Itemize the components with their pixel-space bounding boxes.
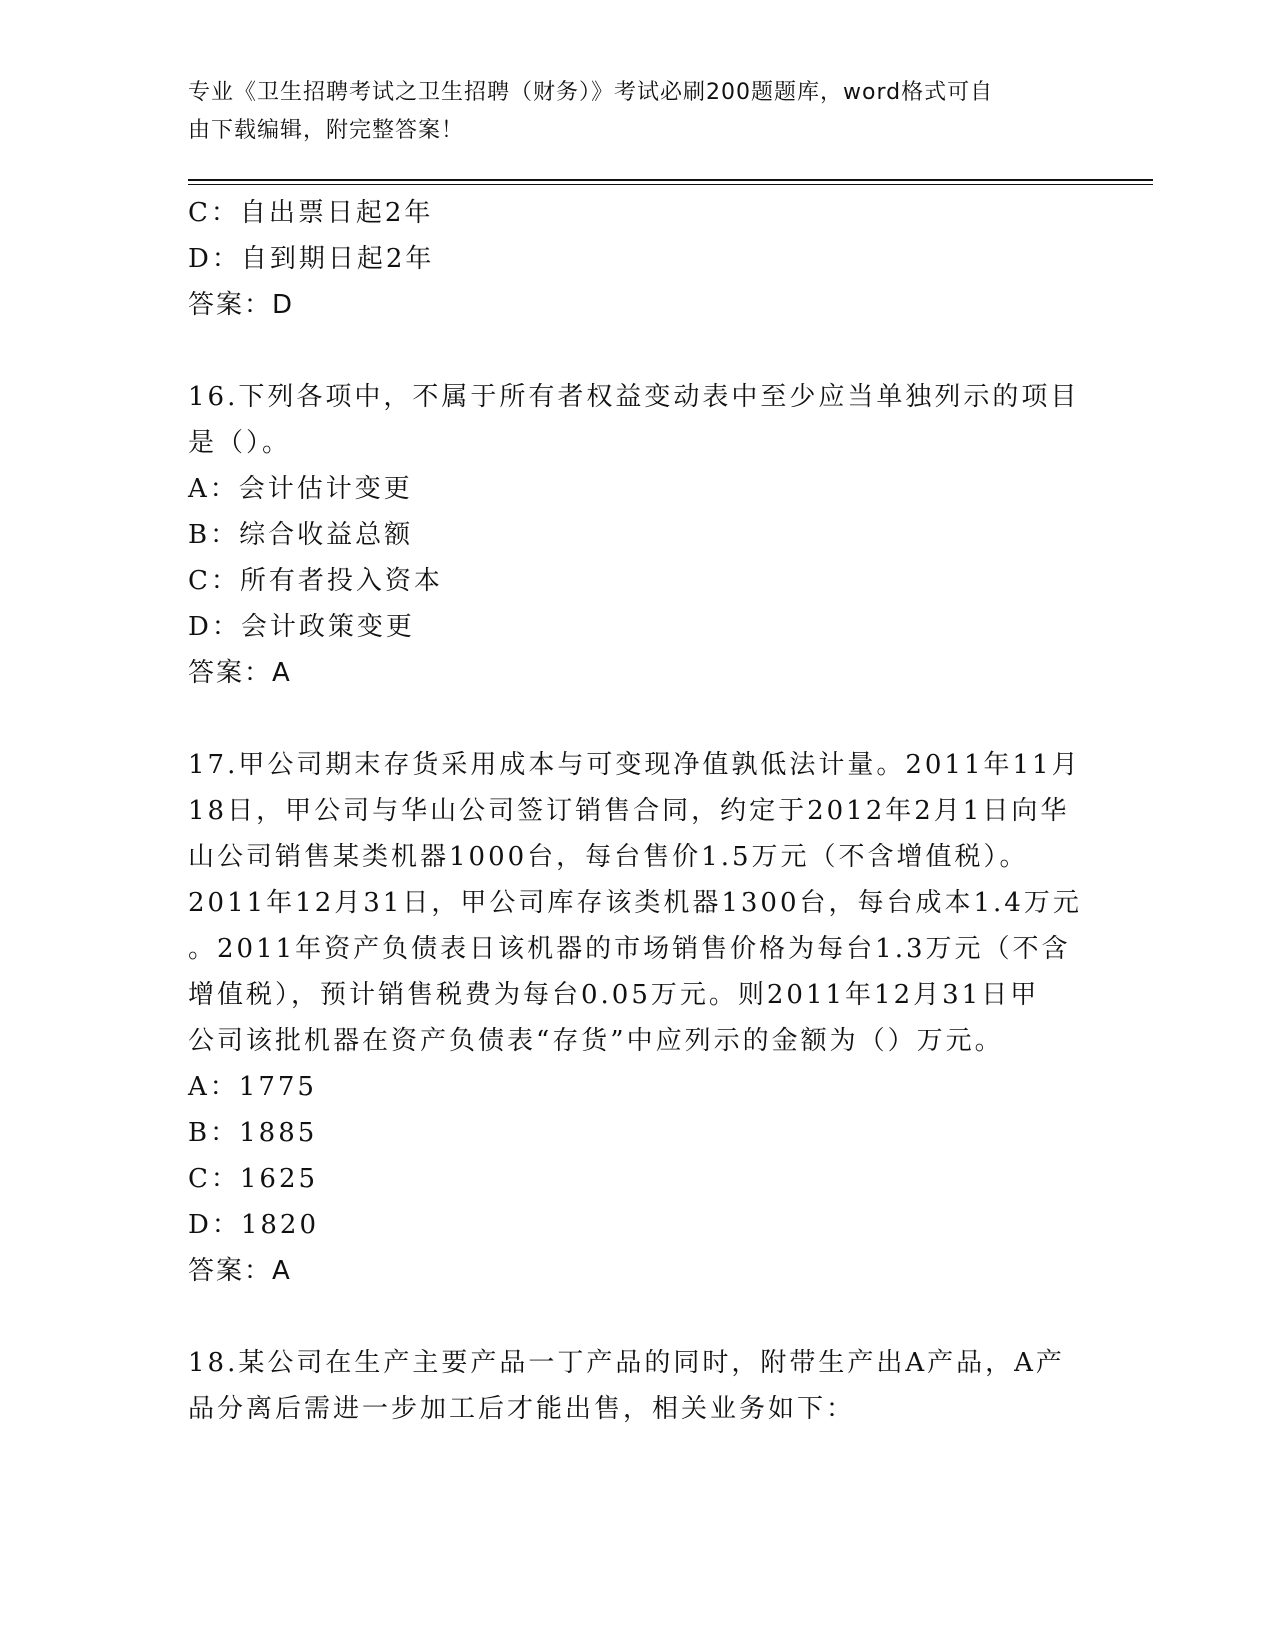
question-stem: 2011年12月31日，甲公司库存该类机器1300台，每台成本1.4万元 <box>188 888 1082 918</box>
option-b: B：综合收益总额 <box>188 520 414 550</box>
option-a: A：1775 <box>188 1072 317 1102</box>
option-d: D：1820 <box>188 1210 320 1240</box>
question-17 <box>188 742 1088 1294</box>
option-a: A：会计估计变更 <box>188 474 413 504</box>
option-b: B：1885 <box>188 1118 318 1148</box>
question-list <box>188 190 1088 1432</box>
header-divider <box>188 179 1153 181</box>
question-stem: 17.甲公司期末存货采用成本与可变现净值孰低法计量。2011年11月 <box>188 750 1081 780</box>
answer-text: 答案：A <box>188 658 292 688</box>
question-15 <box>188 190 1088 328</box>
option-d: D：自到期日起2年 <box>188 244 435 274</box>
question-stem: 增值税），预计销售税费为每台0.05万元。则2011年12月31日甲 <box>188 980 1040 1010</box>
header-divider-thin <box>188 184 1153 185</box>
answer-text: 答案：D <box>188 290 295 320</box>
answer-text: 答案：A <box>188 1256 292 1286</box>
header-line: 由下载编辑，附完整答案！ <box>188 118 465 143</box>
question-stem: 。2011年资产负债表日该机器的市场销售价格为每台1.3万元（不含 <box>188 934 1071 964</box>
question-stem: 16.下列各项中，不属于所有者权益变动表中至少应当单独列示的项目 <box>188 382 1080 412</box>
question-stem: 18.某公司在生产主要产品一丁产品的同时，附带生产出A产品，A产 <box>188 1348 1065 1378</box>
question-stem: 公司该批机器在资产负债表“存货”中应列示的金额为（）万元。 <box>188 1026 1004 1056</box>
option-d: D：会计政策变更 <box>188 612 415 642</box>
option-c: C：自出票日起2年 <box>188 198 434 228</box>
question-16 <box>188 374 1088 696</box>
question-18 <box>188 1340 1088 1432</box>
question-stem: 山公司销售某类机器1000台，每台售价1.5万元（不含增值税）。 <box>188 842 1029 872</box>
question-stem: 是（）。 <box>188 428 292 458</box>
option-c: C：1625 <box>188 1164 319 1194</box>
document-header <box>188 74 1068 150</box>
header-line: 专业《卫生招聘考试之卫生招聘（财务）》考试必刷200题题库，word格式可自 <box>188 80 994 105</box>
question-stem: 品分离后需进一步加工后才能出售，相关业务如下： <box>188 1394 856 1424</box>
question-stem: 18日，甲公司与华山公司签订销售合同，约定于2012年2月1日向华 <box>188 796 1070 826</box>
option-c: C：所有者投入资本 <box>188 566 443 596</box>
